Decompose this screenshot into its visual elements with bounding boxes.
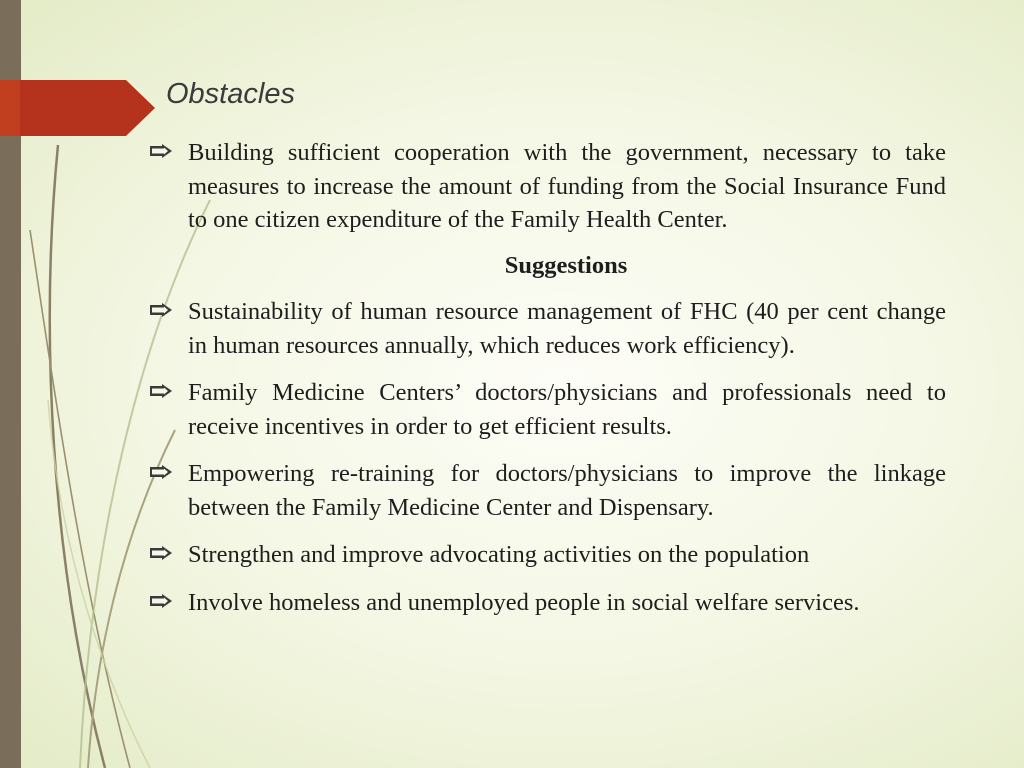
arrow-bullet-icon xyxy=(149,384,173,398)
arrow-bullet-icon xyxy=(149,144,173,158)
suggestion-text: Sustainability of human resource management of FHC (40 per cent change in human resources annually, which reduces work efficiency). xyxy=(188,298,946,359)
suggestion-item xyxy=(146,376,946,443)
obstacle-item xyxy=(146,136,946,237)
obstacle-text: Building sufficient cooperation with the government, necessary to take measures to increase the amount of funding from the Social Insurance Fund to one citizen expenditure of the Family Health Center. xyxy=(188,139,946,233)
suggestion-text: Empowering re-training for doctors/physicians to improve the linkage between the Family Medicine Center and Dispensary. xyxy=(188,460,946,521)
slide-content xyxy=(146,136,946,619)
slide-title: Obstacles xyxy=(166,78,295,110)
suggestion-text: Strengthen and improve advocating activities on the population xyxy=(188,541,810,568)
suggestion-item xyxy=(146,295,946,362)
suggestion-text: Family Medicine Centers’ doctors/physicians and professionals need to receive incentives in order to get efficient results. xyxy=(188,379,946,440)
arrow-bullet-icon xyxy=(149,594,173,608)
suggestion-text: Involve homeless and unemployed people in social welfare services. xyxy=(188,588,860,616)
title-accent-tab xyxy=(0,80,155,136)
arrow-bullet-icon xyxy=(149,303,173,317)
arrow-bullet-icon xyxy=(149,465,173,479)
arrow-bullet-icon xyxy=(149,546,173,560)
suggestion-item xyxy=(146,538,946,572)
suggestion-item xyxy=(146,457,946,524)
suggestion-item xyxy=(146,586,946,620)
suggestions-heading: Suggestions xyxy=(504,251,628,279)
